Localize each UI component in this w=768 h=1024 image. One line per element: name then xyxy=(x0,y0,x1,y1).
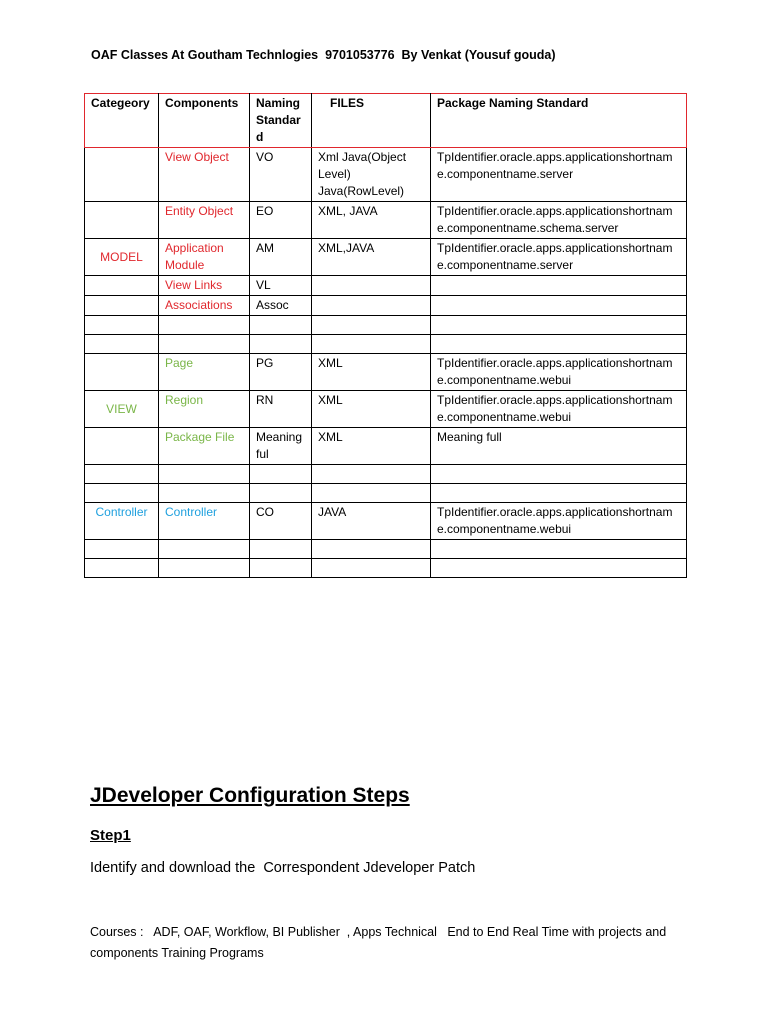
step-title: Step1 xyxy=(90,827,131,844)
package-cell: TpIdentifier.oracle.apps.applicationshortname.componentname.server xyxy=(431,148,687,202)
package-cell: TpIdentifier.oracle.apps.applicationshortname.componentname.schema.server xyxy=(431,202,687,239)
empty-row xyxy=(85,465,687,484)
section-title: JDeveloper Configuration Steps xyxy=(90,784,410,807)
component-cell: Page xyxy=(159,354,250,391)
table-row xyxy=(85,391,687,428)
category-label-model: MODEL xyxy=(85,239,159,276)
package-cell: TpIdentifier.oracle.apps.applicationshortname.componentname.webui xyxy=(431,503,687,540)
component-cell: Associations xyxy=(159,296,250,316)
files-cell: Xml Java(Object Level) Java(RowLevel) xyxy=(312,148,431,202)
component-cell: Entity Object xyxy=(159,202,250,239)
naming-cell: VL xyxy=(250,276,312,296)
naming-cell: CO xyxy=(250,503,312,540)
table-row xyxy=(85,354,687,391)
table-row xyxy=(85,296,687,316)
component-cell: Package File xyxy=(159,428,250,465)
column-header: Package Naming Standard xyxy=(431,94,687,148)
table-row xyxy=(85,276,687,296)
package-cell: Meaning full xyxy=(431,428,687,465)
table-header-row xyxy=(85,94,687,148)
files-cell: XML,JAVA xyxy=(312,239,431,276)
empty-row xyxy=(85,316,687,335)
component-cell: View Links xyxy=(159,276,250,296)
naming-cell: PG xyxy=(250,354,312,391)
empty-row xyxy=(85,559,687,578)
files-cell: XML, JAVA xyxy=(312,202,431,239)
table-row xyxy=(85,503,687,540)
naming-cell: EO xyxy=(250,202,312,239)
empty-row xyxy=(85,335,687,354)
category-label-view: VIEW xyxy=(85,391,159,428)
component-cell: Region xyxy=(159,391,250,428)
table-row xyxy=(85,148,687,202)
naming-cell: AM xyxy=(250,239,312,276)
package-cell: TpIdentifier.oracle.apps.applicationshortname.componentname.webui xyxy=(431,391,687,428)
column-header: Components xyxy=(159,94,250,148)
naming-cell: VO xyxy=(250,148,312,202)
package-cell xyxy=(431,296,687,316)
table-row xyxy=(85,202,687,239)
column-header: FILES xyxy=(312,94,431,148)
component-cell: Application Module xyxy=(159,239,250,276)
step-text: Identify and download the Correspondent Jdeveloper Patch xyxy=(90,860,476,876)
files-cell xyxy=(312,296,431,316)
column-header: Naming Standard xyxy=(250,94,312,148)
table-row xyxy=(85,239,687,276)
package-cell: TpIdentifier.oracle.apps.applicationshortname.componentname.server xyxy=(431,239,687,276)
files-cell: XML xyxy=(312,391,431,428)
empty-row xyxy=(85,484,687,503)
files-cell: XML xyxy=(312,354,431,391)
package-cell xyxy=(431,276,687,296)
files-cell: XML xyxy=(312,428,431,465)
table-row xyxy=(85,428,687,465)
page-header: OAF Classes At Goutham Technlogies 9701053776 By Venkat (Yousuf gouda) xyxy=(91,48,556,62)
footer-courses: Courses : ADF, OAF, Workflow, BI Publisher , Apps Technical End to End Real Time with projects and components Training Programs xyxy=(90,925,670,960)
naming-cell: Meaningful xyxy=(250,428,312,465)
naming-cell: Assoc xyxy=(250,296,312,316)
column-header: Categeory xyxy=(85,94,159,148)
files-cell xyxy=(312,276,431,296)
component-cell: Controller xyxy=(159,503,250,540)
naming-cell: RN xyxy=(250,391,312,428)
category-label-controller: Controller xyxy=(85,503,159,540)
empty-row xyxy=(85,540,687,559)
components-table xyxy=(84,93,687,578)
package-cell: TpIdentifier.oracle.apps.applicationshortname.componentname.webui xyxy=(431,354,687,391)
component-cell: View Object xyxy=(159,148,250,202)
files-cell: JAVA xyxy=(312,503,431,540)
